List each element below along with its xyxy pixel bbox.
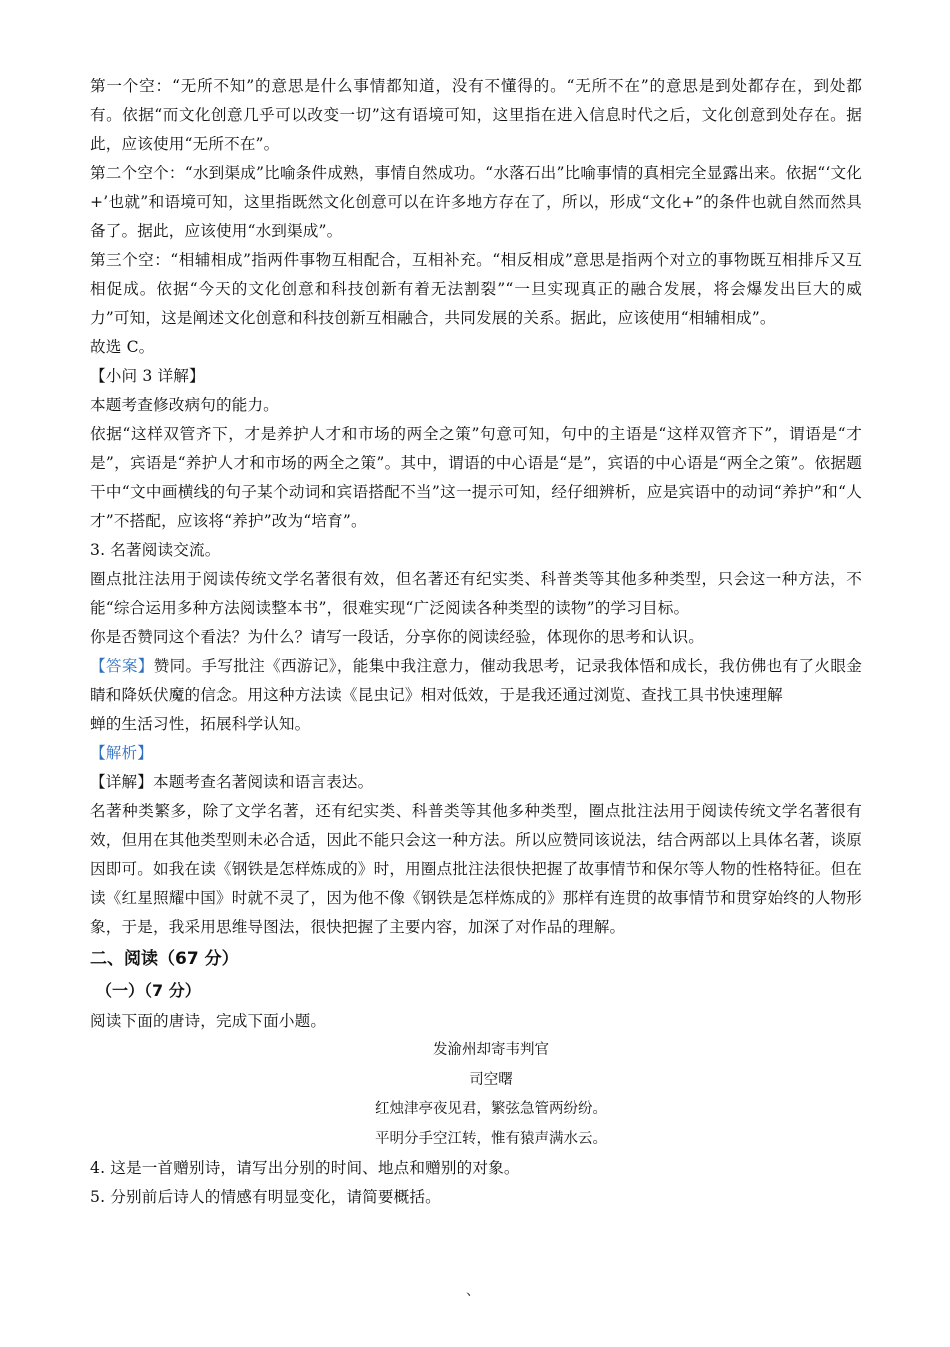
poem-author: 司空曙 bbox=[469, 1071, 513, 1088]
section-instruction: 阅读下面的唐诗，完成下面小题。 bbox=[90, 1012, 327, 1030]
answer-paragraph bbox=[90, 652, 862, 710]
section-title: 二、阅读（67 分） bbox=[90, 949, 239, 969]
question-3-prompt: 圈点批注法用于阅读传统文学名著很有效，但名著还有纪实类、科普类等其他多种类型，只会这一种方法，不能“综合运用多种方法阅读整本书”，很难实现“广泛阅读各种类型的读物”的学习目标。 bbox=[90, 570, 862, 617]
poem-line-2: 平明分手空江转，惟有猿声满水云。 bbox=[375, 1130, 607, 1147]
question-3-ask: 你是否赞同这个看法？为什么？请写一段话，分享你的阅读经验，体现你的思考和认识。 bbox=[90, 628, 705, 646]
paragraph-blank-1: 第一个空：“无所不知”的意思是什么事情都知道，没有不懂得的。“无所不在”的意思是到处都存在，到处都有。依据“而文化创意几乎可以改变一切”这有语境可知，这里指在进入信息时代之后，文化创意到处存在。据此，应该使用“无所不在”。 bbox=[90, 77, 862, 153]
detail-paragraph: 名著种类繁多，除了文学名著，还有纪实类、科普类等其他多种类型，圈点批注法用于阅读传统文学名著很有效，但用在其他类型则未必合适，因此不能只会这一种方法。所以应赞同该说法，结合两部以上具体名著，谈原因即可。如我在读《钢铁是怎样炼成的》时，用圈点批注法很快把握了故事情节和保尔等人物的性格特征。但在读《红星照耀中国》时就不灵了，因为他不像《钢铁是怎样炼成的》那样有连贯的故事情节和贯穿始终的人物形象，于是，我采用思维导图法，很快把握了主要内容，加深了对作品的理解。 bbox=[90, 802, 862, 936]
answer-text: 赞同。手写批注《西游记》，能集中我注意力，催动我思考，记录我体悟和成长，我仿佛也有了火眼金睛和降妖伏魔的信念。用这种方法读《昆虫记》相对低效，于是我还通过浏览、查找工具书快速理解 bbox=[90, 657, 862, 704]
paragraph-topic: 本题考查修改病句的能力。 bbox=[90, 396, 279, 414]
detail-heading: 【详解】本题考查名著阅读和语言表达。 bbox=[90, 773, 374, 791]
footer-mark: 、 bbox=[466, 1283, 480, 1299]
question-3-title: 3. 名著阅读交流。 bbox=[90, 541, 221, 559]
question-4: 4. 这是一首赠别诗，请写出分别的时间、地点和赠别的对象。 bbox=[90, 1159, 520, 1177]
paragraph-choice: 故选 C。 bbox=[90, 338, 155, 356]
paragraph-blank-3: 第三个空：“相辅相成”指两件事物互相配合，互相补充。“相反相成”意思是指两个对立的事物既互相排斥又互相促成。依据“今天的文化创意和科技创新有着无法割裂”“一旦实现真正的融合发展，将会爆发出巨大的威力”可知，这是阐述文化创意和科技创新互相融合，共同发展的关系。据此，应该使用“相辅相成”。 bbox=[90, 251, 862, 327]
document-page bbox=[90, 72, 862, 1212]
poem-title: 发渝州却寄韦判官 bbox=[433, 1042, 549, 1058]
answer-label: 【答案】 bbox=[90, 657, 154, 675]
subquestion-3-heading: 【小问 3 详解】 bbox=[90, 367, 205, 385]
question-5: 5. 分别前后诗人的情感有明显变化，请简要概括。 bbox=[90, 1188, 441, 1206]
answer-continuation: 蝉的生活习性，拓展科学认知。 bbox=[90, 715, 311, 733]
poem-line-1: 红烛津亭夜见君，繁弦急管两纷纷。 bbox=[375, 1101, 607, 1117]
paragraph-blank-2: 第二个空个：“水到渠成”比喻条件成熟，事情自然成功。“水落石出”比喻事情的真相完全显露出来。依据“‘文化+’也就”和语境可知，这里指既然文化创意可以在许多地方存在了，所以，形成“文化+”的条件也就自然而然具备了。据此，应该使用“水到渠成”。 bbox=[90, 164, 862, 240]
paragraph-analysis-3: 依据“这样双管齐下，才是养护人才和市场的两全之策”句意可知，句中的主语是“这样双管齐下”，谓语是“才是”，宾语是“养护人才和市场的两全之策”。其中，谓语的中心语是“是”，宾语的中心语是“两全之策”。依据题干中“文中画横线的句子某个动词和宾语搭配不当”这一提示可知，经仔细辨析，应是宾语中的动词“养护”和“人才”不搭配，应该将“养护”改为“培育”。 bbox=[90, 425, 862, 530]
section-subtitle: （一）（7 分） bbox=[96, 981, 201, 1000]
analysis-label: 【解析】 bbox=[90, 744, 153, 762]
